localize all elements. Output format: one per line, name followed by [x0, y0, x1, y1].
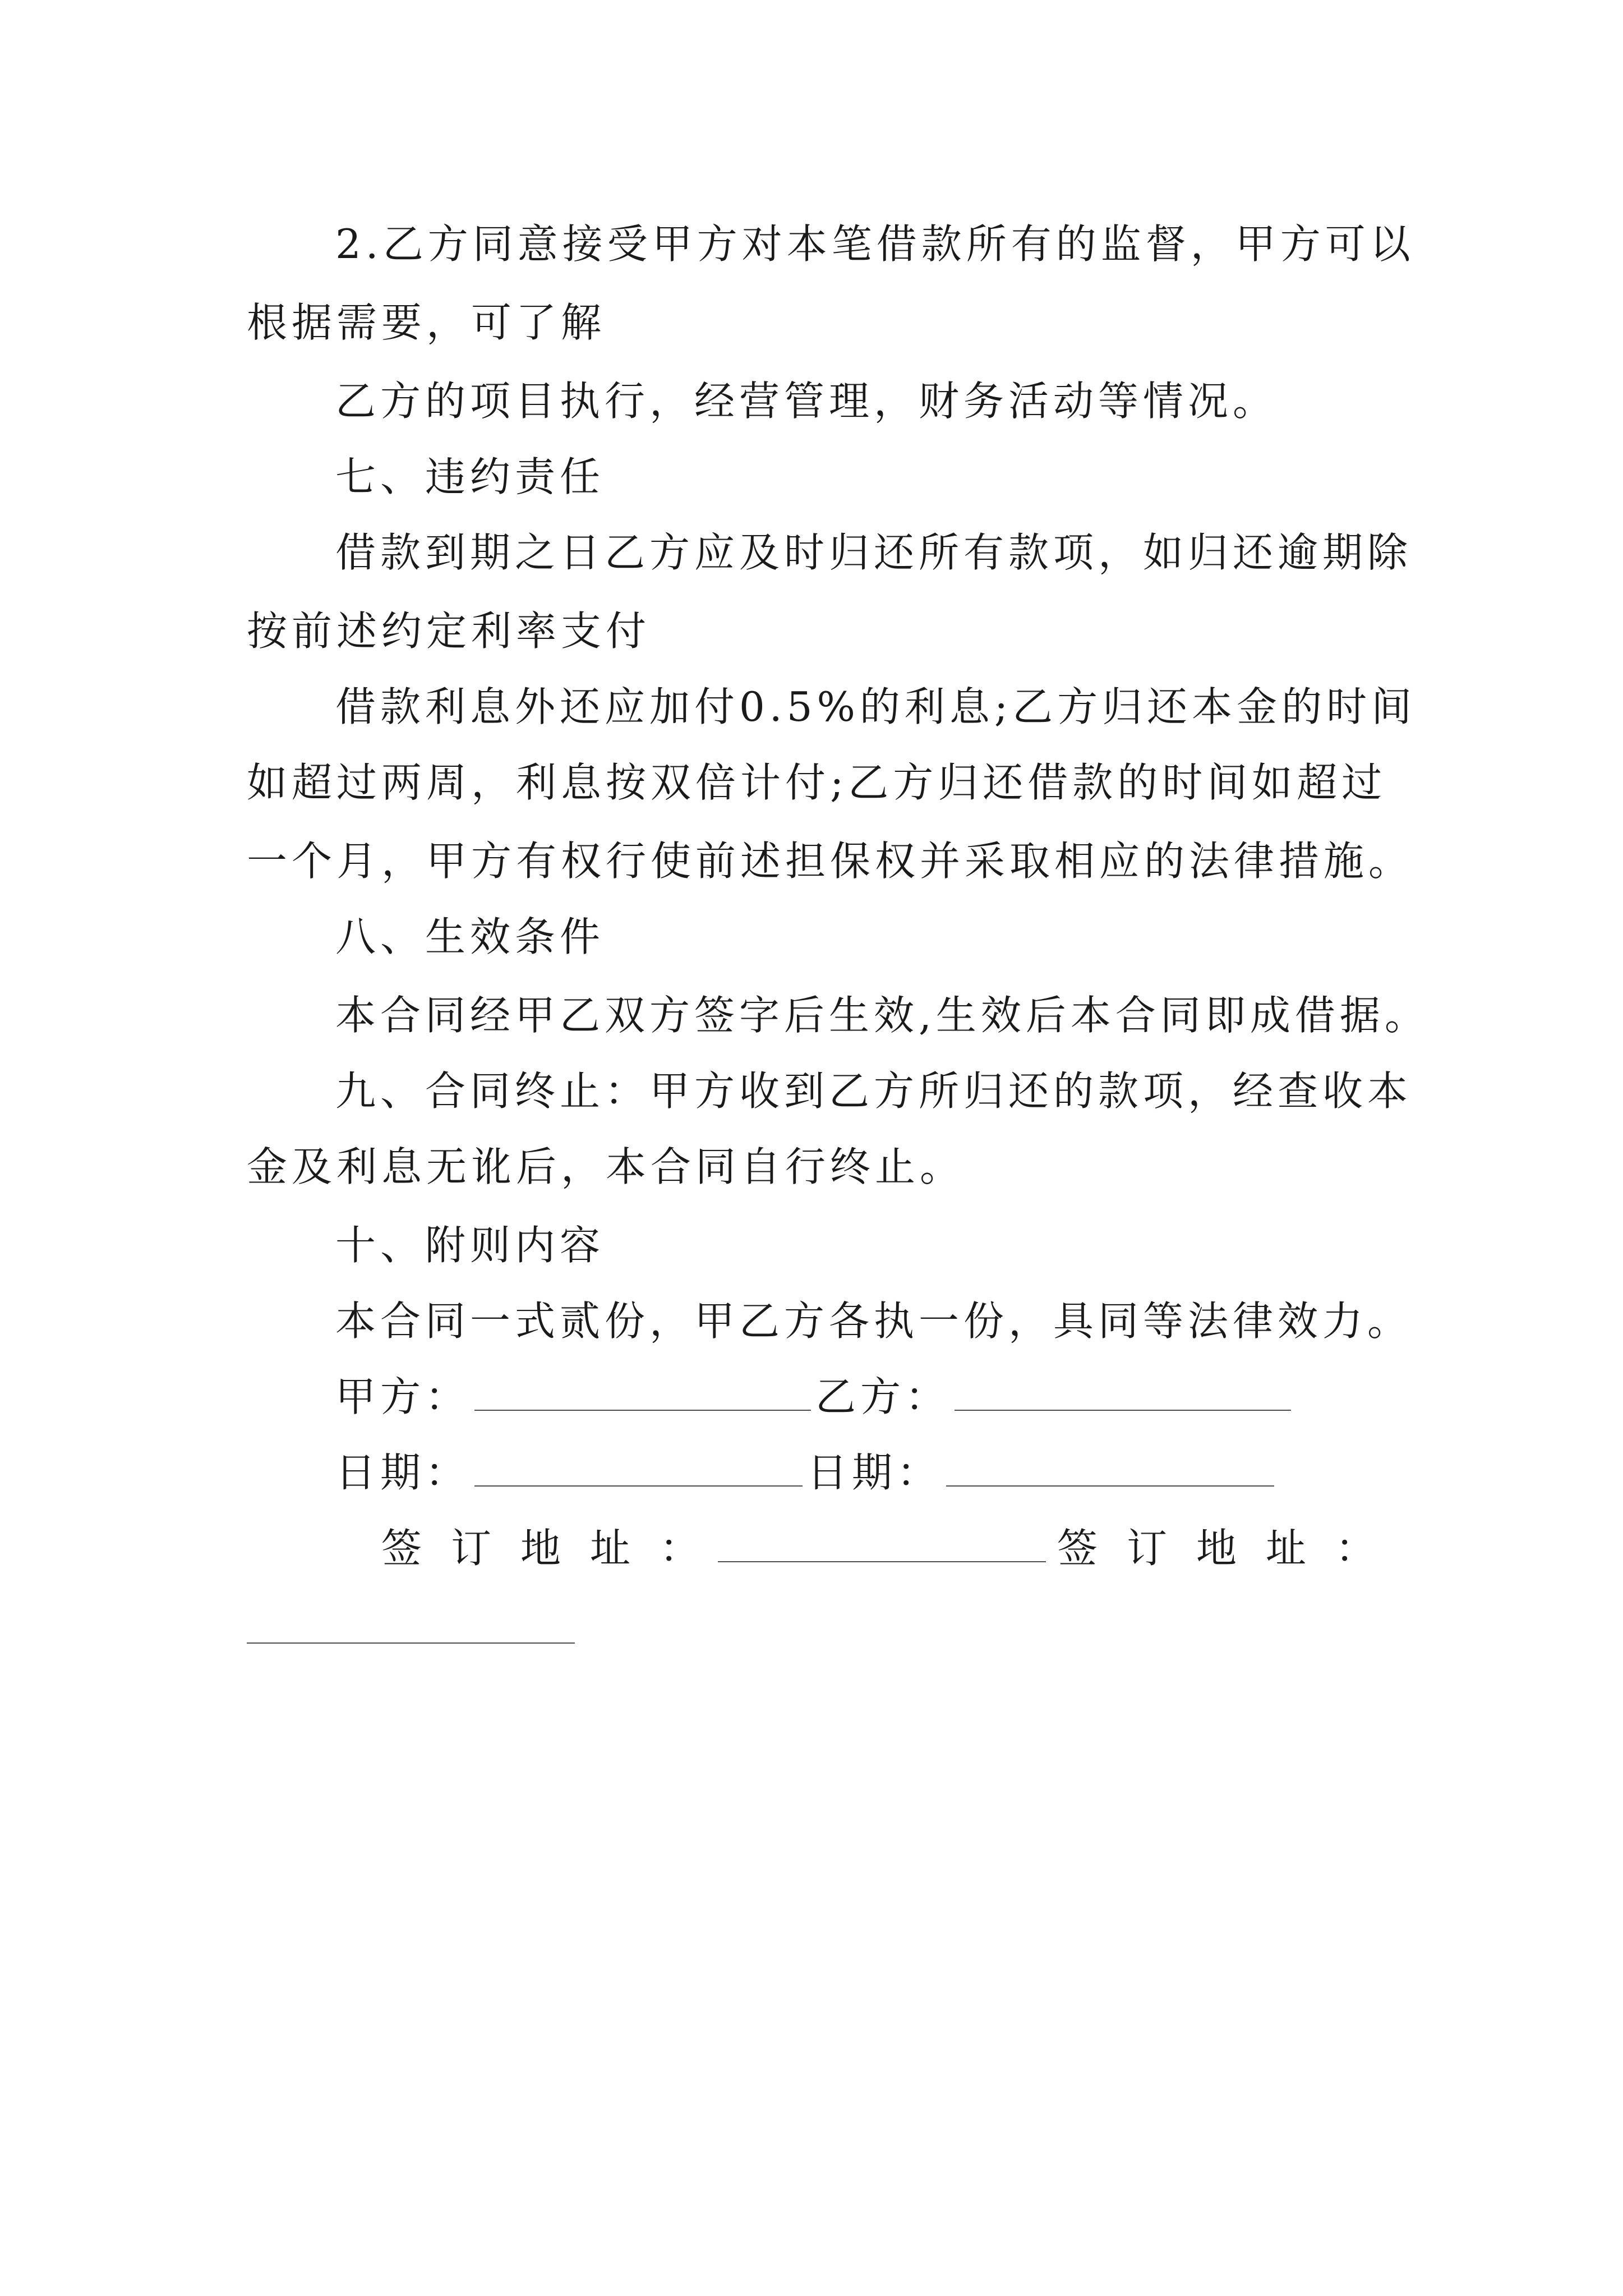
section-heading-10: 十、附则内容	[335, 1222, 605, 1269]
paragraph-project-status: 乙方的项目执行，经营管理，财务活动等情况。	[335, 378, 1278, 425]
date-b-label: 日期：	[807, 1449, 942, 1496]
date-a-label: 日期：	[335, 1449, 471, 1496]
paragraph-penalty-line-3: 一个月，甲方有权行使前述担保权并采取相应的法律措施。	[247, 838, 1414, 885]
signature-row-addresses	[381, 1520, 1623, 1576]
section-heading-7: 七、违约责任	[335, 453, 605, 500]
paragraph-repayment-line-2: 按前述约定利率支付	[247, 608, 651, 655]
party-b-label: 乙方：	[815, 1373, 951, 1420]
paragraph-termination-line-2: 金及利息无讹后，本合同自行终止。	[247, 1143, 965, 1190]
address-b-label: 签订地址：	[1057, 1525, 1405, 1572]
party-b-signature-blank[interactable]	[955, 1370, 1291, 1411]
date-a-blank[interactable]	[474, 1446, 803, 1487]
address-a-blank[interactable]	[718, 1522, 1046, 1562]
paragraph-supervision-line-2: 根据需要，可了解	[247, 299, 606, 346]
party-a-label: 甲方：	[335, 1373, 471, 1420]
date-b-blank[interactable]	[946, 1446, 1274, 1487]
address-b-blank[interactable]	[247, 1642, 575, 1644]
address-a-label: 签订地址：	[381, 1525, 730, 1572]
paragraph-penalty-line-1: 借款利息外还应加付0.5%的利息;乙方归还本金的时间	[335, 683, 1417, 730]
signature-row-dates	[335, 1444, 1623, 1501]
paragraph-supervision-line-1: 2.乙方同意接受甲方对本笔借款所有的监督，甲方可以	[335, 220, 1415, 268]
paragraph-effect: 本合同经甲乙双方签字后生效,生效后本合同即成借据。	[335, 992, 1430, 1039]
paragraph-copies: 本合同一式贰份，甲乙方各执一份，具同等法律效力。	[335, 1297, 1413, 1345]
paragraph-repayment-line-1: 借款到期之日乙方应及时归还所有款项，如归还逾期除	[335, 529, 1413, 576]
party-a-signature-blank[interactable]	[474, 1370, 811, 1411]
signature-row-parties	[335, 1369, 1623, 1425]
section-heading-8: 八、生效条件	[335, 913, 605, 960]
paragraph-termination-line-1: 九、合同终止：甲方收到乙方所归还的款项，经查收本	[335, 1068, 1413, 1115]
paragraph-penalty-line-2: 如超过两周，利息按双倍计付;乙方归还借款的时间如超过	[247, 759, 1387, 806]
